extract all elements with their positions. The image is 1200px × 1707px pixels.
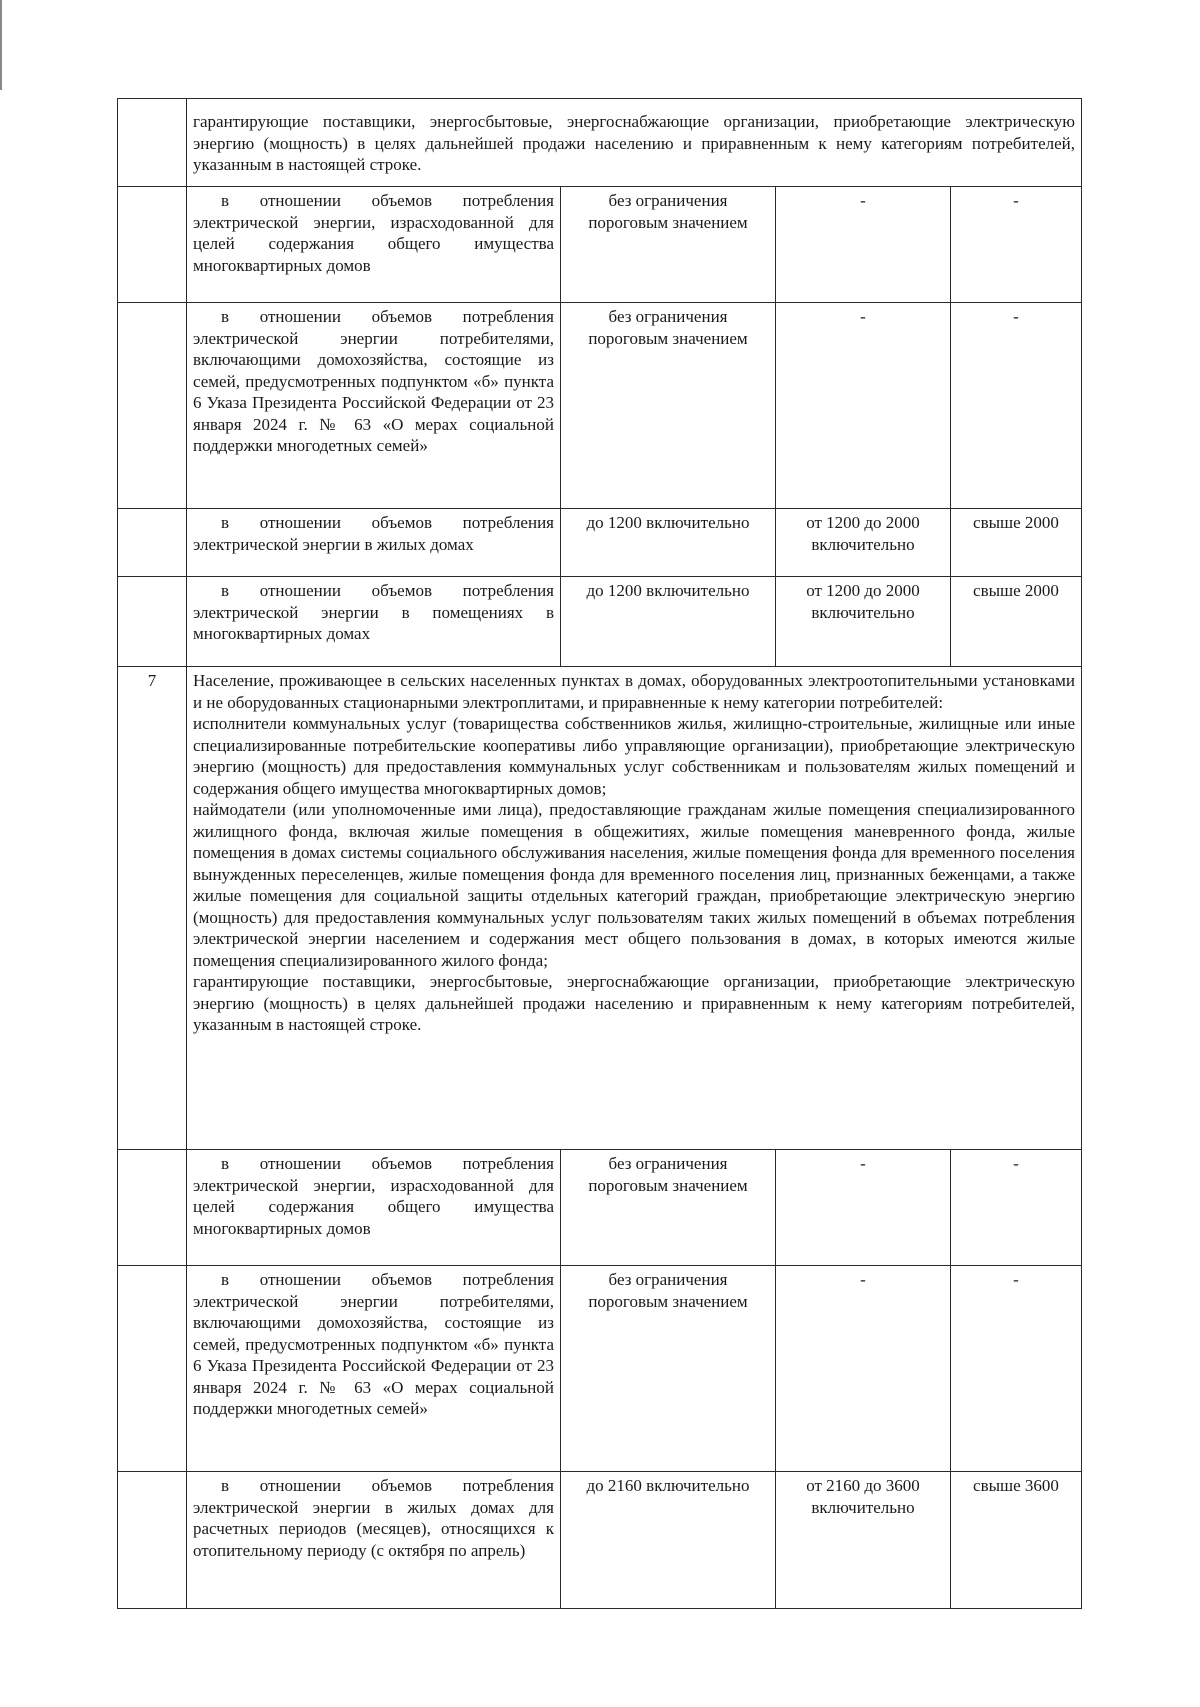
paragraph: Население, проживающее в сельских населенных пунктах в домах, оборудованных электроотопительными установками и не оборудованных стационарными электроплитами, и приравненные к нему категории потребителей:: [193, 671, 1075, 712]
paragraph: гарантирующие поставщики, энергосбытовые, энергоснабжающие организации, приобретающие электрическую энергию (мощность) в целях дальнейшей продажи населению и приравненным к нему категориям потребителей, указанным в настоящей строке.: [193, 972, 1075, 1034]
table-row: [118, 1266, 1082, 1472]
consumption-description: в отношении объемов потребления электрической энергии, израсходованной для целей содержания общего имущества многоквартирных домов: [187, 1150, 561, 1266]
threshold-range-3: -: [951, 1150, 1082, 1266]
table-row: [118, 667, 1082, 1150]
threshold-range-3: свыше 3600: [951, 1472, 1082, 1609]
threshold-range-2: от 2160 до 3600 включительно: [776, 1472, 951, 1609]
row-number-cell: [118, 303, 187, 509]
table-row: [118, 99, 1082, 187]
threshold-range-3: -: [951, 187, 1082, 303]
row-description-full: гарантирующие поставщики, энергосбытовые, энергоснабжающие организации, приобретающие электрическую энергию (мощность) в целях дальнейшей продажи населению и приравненным к нему категориям потребителей, указанным в настоящей строке.: [187, 99, 1082, 187]
threshold-range-2: -: [776, 1150, 951, 1266]
consumption-description: в отношении объемов потребления электрической энергии в жилых домах для расчетных периодов (месяцев), относящихся к отопительному периоду (с октября по апрель): [187, 1472, 561, 1609]
consumption-description: в отношении объемов потребления электрической энергии потребителями, включающими домохозяйства, состоящие из семей, предусмотренных подпунктом «б» пункта 6 Указа Президента Российской Федерации от 23 января 2024 г. № 63 «О мерах социальной поддержки многодетных семей»: [187, 303, 561, 509]
threshold-range-3: свыше 2000: [951, 509, 1082, 577]
threshold-range-1: до 1200 включительно: [561, 577, 776, 667]
paragraph: наймодатели (или уполномоченные ими лица), предоставляющие гражданам жилые помещения специализированного жилищного фонда, включая жилые помещения в общежитиях, жилые помещения маневренного фонда, жилые помещения в домах системы социального обслуживания населения, жилые помещения фонда для временного поселения вынужденных переселенцев, жилые помещения фонда для временного поселения лиц, признанных беженцами, а также жилые помещения для социальной защиты отдельных категорий граждан, приобретающие электрическую энергию (мощность) для предоставления коммунальных услуг пользователям таких жилых помещений в объемах потребления электрической энергии населением и содержания мест общего пользования в домах, в которых имеются жилые помещения специализированного жилого фонда;: [193, 800, 1075, 970]
row-number: [118, 99, 187, 187]
table-row: [118, 187, 1082, 303]
threshold-range-1: до 2160 включительно: [561, 1472, 776, 1609]
consumption-description: в отношении объемов потребления электрической энергии в помещениях в многоквартирных домах: [187, 577, 561, 667]
threshold-range-2: -: [776, 1266, 951, 1472]
table-row: [118, 1150, 1082, 1266]
row-number-cell: [118, 1150, 187, 1266]
row-description-full: [187, 667, 1082, 1150]
threshold-range-2: от 1200 до 2000 включительно: [776, 577, 951, 667]
consumption-description: в отношении объемов потребления электрической энергии потребителями, включающими домохозяйства, состоящие из семей, предусмотренных подпунктом «б» пункта 6 Указа Президента Российской Федерации от 23 января 2024 г. № 63 «О мерах социальной поддержки многодетных семей»: [187, 1266, 561, 1472]
table-row: [118, 303, 1082, 509]
table-row: [118, 577, 1082, 667]
threshold-range-2: от 1200 до 2000 включительно: [776, 509, 951, 577]
row-number-cell: [118, 187, 187, 303]
paragraph: исполнители коммунальных услуг (товарищества собственников жилья, жилищно-строительные, жилищные или иные специализированные потребительские кооперативы либо управляющие организации), приобретающие электрическую энергию (мощность) для предоставления коммунальных услуг собственникам и пользователям жилых помещений и содержания общего имущества многоквартирных домов;: [193, 714, 1075, 798]
row-number-cell: [118, 509, 187, 577]
threshold-range-2: -: [776, 187, 951, 303]
threshold-range-1: до 1200 включительно: [561, 509, 776, 577]
scan-edge-line: [0, 0, 2, 90]
threshold-range-3: -: [951, 1266, 1082, 1472]
threshold-range-3: -: [951, 303, 1082, 509]
threshold-range-1: без ограничения пороговым значением: [561, 1266, 776, 1472]
row-number-cell: [118, 1266, 187, 1472]
table-row: [118, 1472, 1082, 1609]
row-number-cell: [118, 1472, 187, 1609]
tariff-threshold-table: [117, 98, 1082, 1609]
threshold-range-3: свыше 2000: [951, 577, 1082, 667]
threshold-range-1: без ограничения пороговым значением: [561, 187, 776, 303]
row-number-cell: [118, 577, 187, 667]
threshold-range-2: -: [776, 303, 951, 509]
row-number: 7: [118, 667, 187, 1150]
consumption-description: в отношении объемов потребления электрической энергии, израсходованной для целей содержания общего имущества многоквартирных домов: [187, 187, 561, 303]
threshold-range-1: без ограничения пороговым значением: [561, 303, 776, 509]
consumption-description: в отношении объемов потребления электрической энергии в жилых домах: [187, 509, 561, 577]
table-row: [118, 509, 1082, 577]
threshold-range-1: без ограничения пороговым значением: [561, 1150, 776, 1266]
